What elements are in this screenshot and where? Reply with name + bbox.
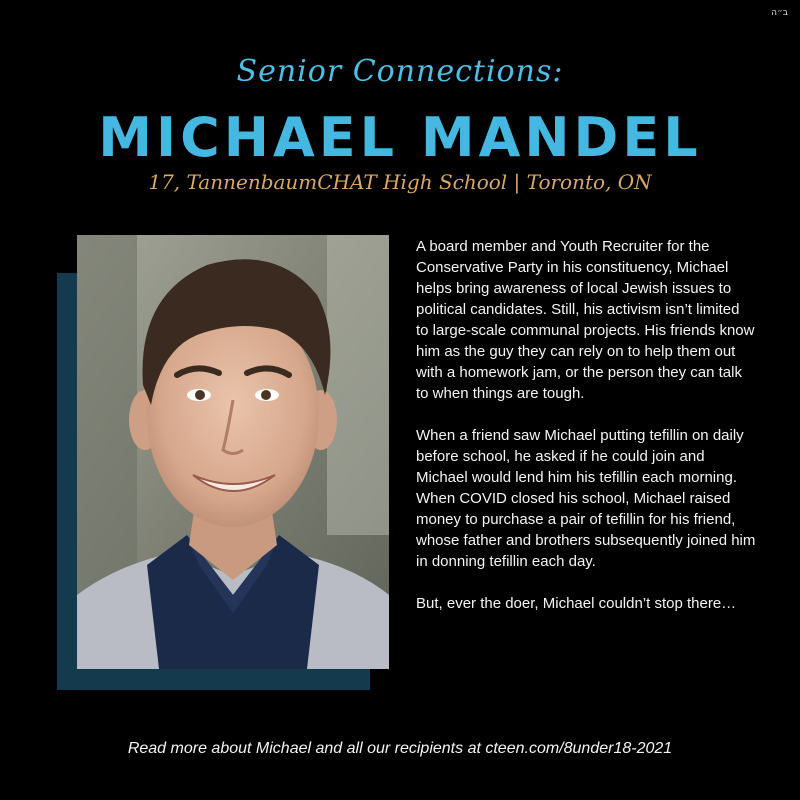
footer-read-more: Read more about Michael and all our recipients at cteen.com/8under18-2021 — [127, 740, 673, 757]
bio-paragraph: When a friend saw Michael putting tefillin on daily before school, he asked if he could join and Michael would lend him his tefillin each morning. When COVID closed his school, Michael raised money to purchase a pair of tefillin for his friend, whose father and brothers subsequently joined him in donning tefillin each day. — [416, 427, 756, 570]
honoree-details: 17, TannenbaumCHAT High School | Toronto, ON — [148, 170, 652, 194]
bio-paragraph: A board member and Youth Recruiter for the Conservative Party in his constituency, Michael helps bring awareness of local Jewish issues to political candidates. Still, his activism isn’t limited to large-scale communal projects. His friends know him as the guy they can rely on to help them out with a homework jam, or the person they can talk to when things are tough. — [416, 238, 755, 402]
bio-text — [416, 236, 756, 635]
corner-mark: ב״ה — [771, 8, 788, 18]
bio-paragraph: But, ever the doer, Michael couldn’t stop there… — [416, 595, 737, 612]
honoree-name: MICHAEL MANDEL — [98, 106, 702, 169]
portrait-photo — [77, 235, 389, 669]
subtitle: Senior Connections: — [236, 54, 564, 89]
